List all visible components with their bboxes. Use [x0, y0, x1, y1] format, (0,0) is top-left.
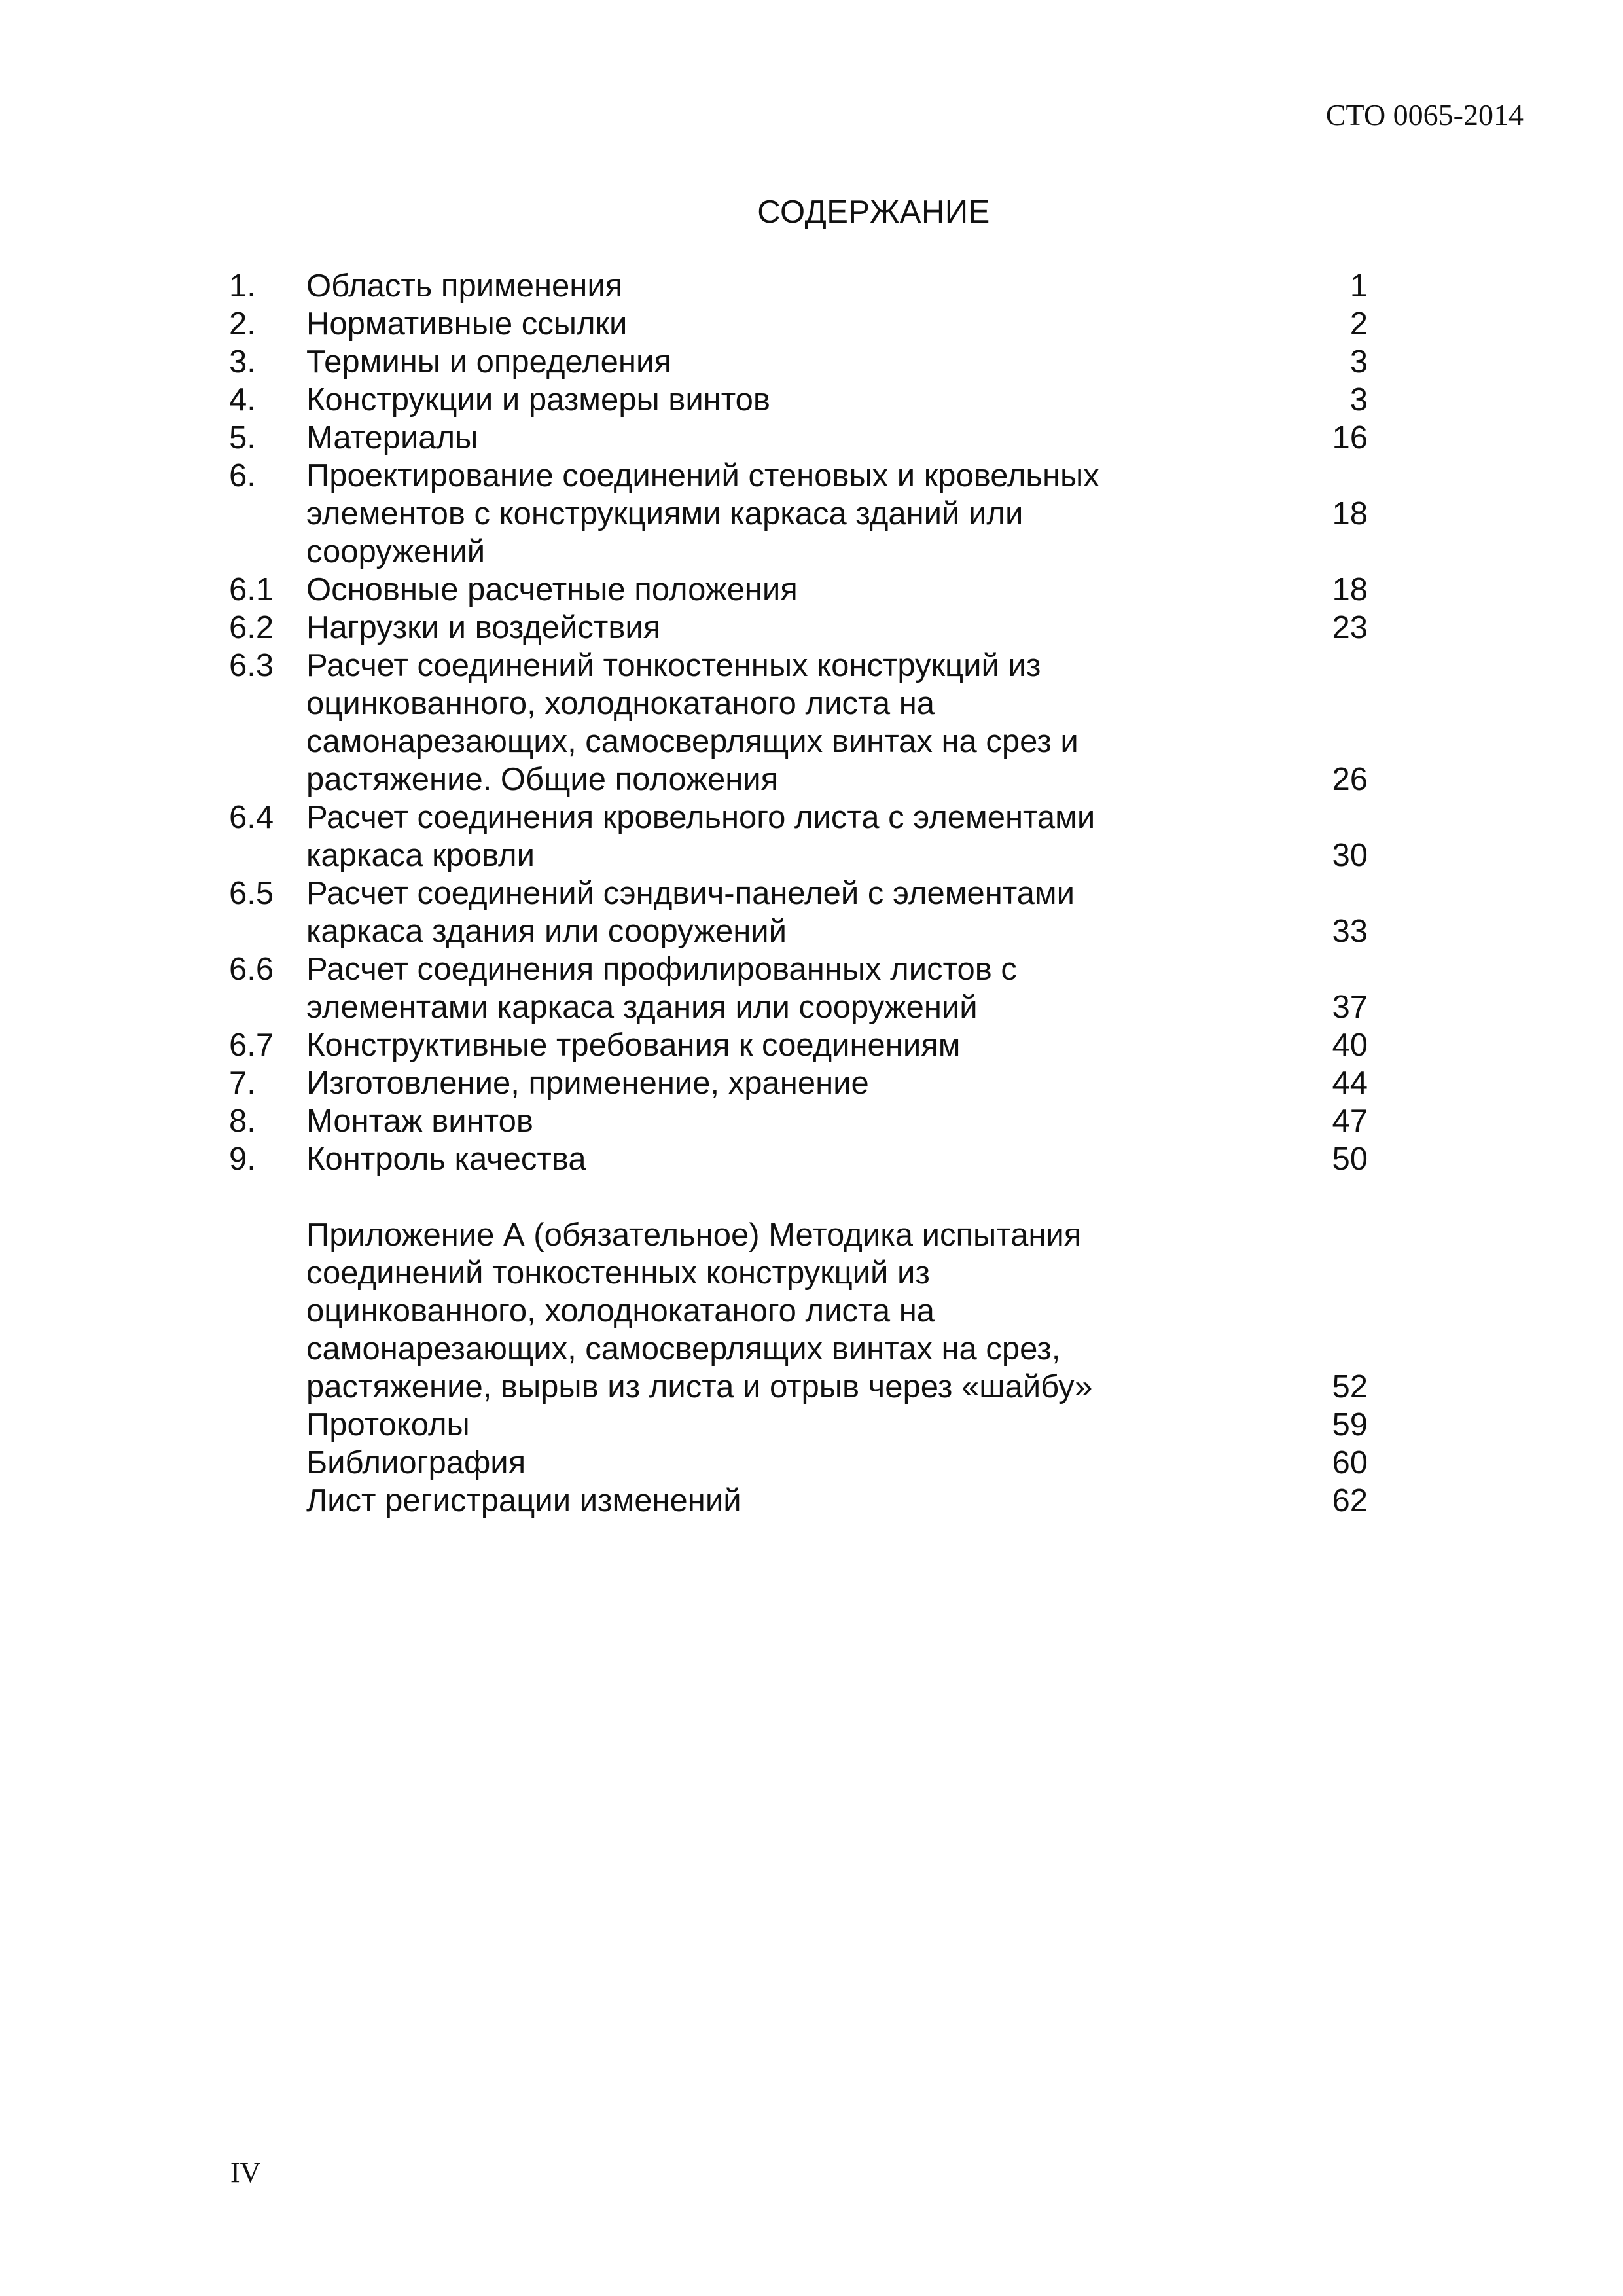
- toc-entry: [229, 1064, 1376, 1102]
- table-of-contents: [229, 267, 1376, 1520]
- toc-entry-number: 6.5: [229, 876, 274, 911]
- toc-entry-number: 2.: [229, 306, 256, 342]
- toc-entry: [229, 381, 1376, 419]
- toc-entry-title: Проектирование соединений стеновых и кровельных элементов с конструкциями каркаса зданий или сооружений: [306, 458, 1099, 569]
- toc-entry-page: 3: [1349, 344, 1368, 380]
- toc-entry-title: Расчет соединения профилированных листов с элементами каркаса здания или сооружений: [306, 952, 1017, 1025]
- toc-title: СОДЕРЖАНИЕ: [757, 194, 990, 230]
- toc-entry-page: 59: [1332, 1407, 1368, 1443]
- toc-entry-title: Термины и определения: [306, 344, 671, 380]
- page-number: IV: [230, 2157, 261, 2189]
- toc-entry-page: 3: [1349, 382, 1368, 418]
- toc-entry-page: 26: [1332, 762, 1368, 797]
- toc-entry-page: 37: [1332, 990, 1368, 1025]
- toc-entry-page: 2: [1349, 306, 1368, 342]
- toc-entry: [229, 1140, 1376, 1178]
- toc-entry: [229, 647, 1376, 798]
- toc-entry-title: Нормативные ссылки: [306, 306, 628, 342]
- toc-entry-title: Монтаж винтов: [306, 1103, 533, 1139]
- toc-entry: [229, 874, 1376, 950]
- toc-entry-number: 4.: [229, 382, 256, 418]
- toc-entry-page: 47: [1332, 1103, 1368, 1139]
- toc-entry-title: Протоколы: [306, 1407, 470, 1443]
- toc-entry: [229, 305, 1376, 343]
- toc-entry-page: 23: [1332, 610, 1368, 645]
- toc-entry: [229, 1406, 1376, 1444]
- toc-entry-page: 30: [1332, 838, 1368, 873]
- toc-entry-title: Конструкции и размеры винтов: [306, 382, 770, 418]
- toc-entry-number: 6.3: [229, 648, 274, 683]
- toc-entry-title: Лист регистрации изменений: [306, 1483, 741, 1518]
- toc-entry-page: 50: [1332, 1141, 1368, 1177]
- toc-entry-number: 6.7: [229, 1028, 274, 1063]
- toc-entry-page: 1: [1349, 268, 1368, 304]
- toc-entry-number: 6.1: [229, 572, 274, 607]
- toc-entry: [229, 1482, 1376, 1520]
- toc-entry-number: 6.: [229, 458, 256, 493]
- toc-entry: [229, 1026, 1376, 1064]
- toc-entry-page: 33: [1332, 914, 1368, 949]
- toc-entry-title: Изготовление, применение, хранение: [306, 1066, 869, 1101]
- toc-entry-title: Область применения: [306, 268, 623, 304]
- toc-entry-number: 1.: [229, 268, 256, 304]
- toc-entry-number: 6.6: [229, 952, 274, 987]
- toc-entry-title: Основные расчетные положения: [306, 572, 798, 607]
- toc-entry-title: Расчет соединений тонкостенных конструкций из оцинкованного, холоднокатаного листа на самонарезающих, самосверлящих винтах на срез и растяжение. Общие положения: [306, 648, 1079, 797]
- toc-entry-number: 9.: [229, 1141, 256, 1177]
- toc-entry-page: 60: [1332, 1445, 1368, 1480]
- toc-entry-page: 40: [1332, 1028, 1368, 1063]
- toc-entry: [229, 798, 1376, 874]
- toc-entry: [229, 1102, 1376, 1140]
- toc-entry-title: Расчет соединения кровельного листа с элементами каркаса кровли: [306, 800, 1096, 873]
- toc-entry-number: 6.2: [229, 610, 274, 645]
- toc-entry-number: 3.: [229, 344, 256, 380]
- toc-entry-page: 44: [1332, 1066, 1368, 1101]
- toc-entry: [229, 457, 1376, 571]
- toc-entry-page: 18: [1332, 496, 1368, 531]
- toc-entry-appendix: [229, 1216, 1376, 1406]
- document-code: СТО 0065-2014: [1325, 98, 1524, 132]
- toc-entry-page: 18: [1332, 572, 1368, 607]
- toc-entry-number: 7.: [229, 1066, 256, 1101]
- toc-entry-page: 16: [1332, 420, 1368, 456]
- toc-entry-title: Материалы: [306, 420, 478, 456]
- toc-entry-number: 6.4: [229, 800, 274, 835]
- toc-entry: [229, 1444, 1376, 1482]
- toc-entry: [229, 267, 1376, 305]
- toc-entry-page: 52: [1332, 1369, 1368, 1405]
- toc-entry-title: Библиография: [306, 1445, 526, 1480]
- toc-entry-number: 8.: [229, 1103, 256, 1139]
- toc-entry-title: Контроль качества: [306, 1141, 586, 1177]
- toc-entry-title: Расчет соединений сэндвич-панелей с элементами каркаса здания или сооружений: [306, 876, 1075, 949]
- toc-entry: [229, 419, 1376, 457]
- toc-entry-page: 62: [1332, 1483, 1368, 1518]
- toc-entry: [229, 609, 1376, 647]
- toc-entry: [229, 950, 1376, 1026]
- toc-entry-number: 5.: [229, 420, 256, 456]
- toc-entry: [229, 571, 1376, 609]
- toc-entry: [229, 343, 1376, 381]
- toc-entry-title: Конструктивные требования к соединениям: [306, 1028, 961, 1063]
- toc-entry-title: Приложение А (обязательное) Методика испытания соединений тонкостенных конструкций из оцинкованного, холоднокатаного листа на самонарезающих, самосверлящих винтах на срез, растяжение, вырыв из листа и отрыв через «шайбу»: [306, 1217, 1093, 1405]
- toc-entry-title: Нагрузки и воздействия: [306, 610, 661, 645]
